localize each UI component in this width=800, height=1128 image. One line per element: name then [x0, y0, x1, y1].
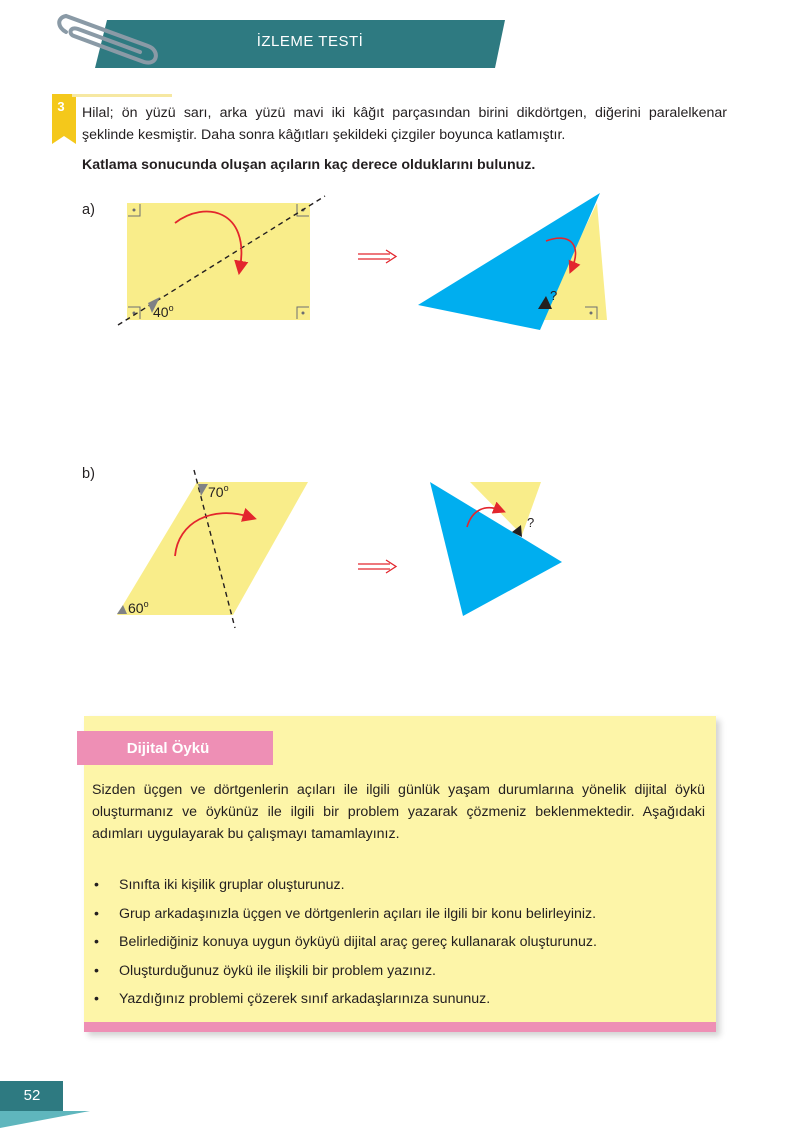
- part-a-folded: [418, 193, 607, 330]
- angle-40-label: 40$^o$: [153, 303, 174, 320]
- angle-70-label: 70$^o$: [208, 483, 229, 500]
- page-number: 52: [23, 1087, 41, 1104]
- implies-arrow-b: [358, 560, 396, 573]
- list-item: • Yazdığınız problemi çözerek sınıf arkadaşlarınıza sununuz.: [92, 988, 705, 1017]
- digital-story-steps: [92, 874, 705, 1017]
- part-a-rectangle: [118, 196, 325, 325]
- list-item: • Sınıfta iki kişilik gruplar oluşturunuz.: [92, 874, 705, 903]
- bullet: •: [94, 934, 99, 950]
- question-instruction: Katlama sonucunda oluşan açıların kaç derece olduklarını bulunuz.: [82, 157, 536, 173]
- question-text: Hilal; ön yüzü sarı, arka yüzü mavi iki kâğıt parçasından birini dikdörtgen, diğerini paralelkenar şeklinde kesmiştir. Daha sonra kâğıtları şekildeki çizgiler boyunca katlamıştır.: [82, 105, 727, 143]
- list-item: • Belirlediğiniz konuya uygun öyküyü dijital araç gereç kullanarak oluşturunuz.: [92, 931, 705, 960]
- implies-arrow-a: [358, 250, 396, 263]
- angle-60-label: 60$^o$: [128, 599, 149, 616]
- unknown-angle-b: ?: [527, 515, 535, 530]
- part-b-label: b): [82, 466, 95, 482]
- part-a-label: a): [82, 202, 95, 218]
- digital-story-intro: Sizden üçgen ve dörtgenlerin açıları ile ilgili günlük yaşam durumlarına yönelik dijital öykü oluşturmanız ve öykünüz ile ilgili bir problem yazarak çözmeniz beklenmektedir. Aşağıdaki adımları uygulayarak bu çalışmayı tamamlayınız.: [92, 782, 705, 842]
- digital-story-title: Dijital Öykü: [126, 740, 210, 757]
- header-title: İZLEME TESTİ: [256, 33, 364, 50]
- question-number: 3: [57, 99, 65, 114]
- bullet: •: [94, 991, 99, 1007]
- list-item: • Grup arkadaşınızla üçgen ve dörtgenlerin açıları ile ilgili bir konu belirleyiniz.: [92, 903, 705, 932]
- unknown-angle-a: ?: [550, 288, 558, 303]
- part-b-folded: [430, 482, 562, 616]
- list-item: • Oluşturduğunuz öykü ile ilişkili bir problem yazınız.: [92, 960, 705, 989]
- digital-story-bottom-bar: [84, 1022, 716, 1032]
- parallelogram-paper: [117, 482, 308, 615]
- part-b-parallelogram: [117, 470, 308, 628]
- bullet: •: [94, 962, 99, 979]
- bullet: •: [94, 877, 99, 893]
- bullet: •: [94, 905, 99, 922]
